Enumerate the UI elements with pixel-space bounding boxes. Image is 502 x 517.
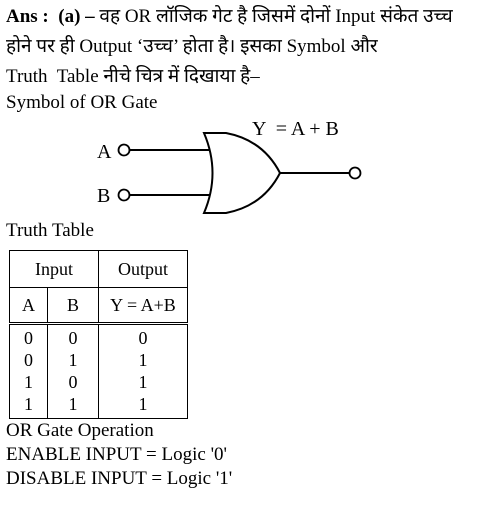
- cell-a: 0: [10, 349, 48, 371]
- truth-table: [9, 250, 188, 419]
- operation-title: OR Gate Operation: [6, 420, 154, 441]
- cell-y: 1: [99, 393, 188, 419]
- output-expression: Y = A + B: [252, 118, 339, 140]
- cell-b: 1: [48, 393, 99, 419]
- or-gate-body: [204, 133, 280, 213]
- column-header-b: B: [48, 288, 99, 324]
- cell-a: 1: [10, 393, 48, 419]
- output-word: Output: [79, 36, 133, 57]
- input-word: Input: [335, 6, 376, 27]
- cell-b: 1: [48, 349, 99, 371]
- input-b-terminal: [119, 190, 130, 201]
- cell-b: 0: [48, 371, 99, 393]
- output-group-header: Output: [99, 251, 188, 288]
- input-b-label: B: [97, 185, 111, 207]
- intro-text-5: नीचे चित्र में दिखाया है–: [103, 66, 260, 87]
- enable-input-line: ENABLE INPUT = Logic '0': [6, 444, 227, 465]
- table-row: [10, 393, 188, 419]
- table-row: [10, 324, 188, 350]
- symbol-word: Symbol: [286, 36, 346, 57]
- symbol-heading: Symbol of OR Gate: [6, 92, 158, 113]
- intro-text-1: वह: [99, 6, 121, 27]
- or-gate-diagram: [0, 110, 400, 220]
- intro-paragraph: [6, 2, 476, 92]
- intro-text-3: संकेत उच्च होने पर ही: [6, 6, 453, 57]
- cell-a: 0: [10, 324, 48, 350]
- cell-b: 0: [48, 324, 99, 350]
- truth-table-heading: Truth Table: [6, 220, 94, 241]
- output-terminal: [350, 168, 361, 179]
- intro-text-2: लॉजिक गेट है जिसमें दोनों: [155, 6, 331, 27]
- cell-y: 1: [99, 349, 188, 371]
- answer-label: Ans :: [6, 6, 49, 27]
- dash: –: [85, 6, 95, 27]
- aur-word: और: [350, 36, 378, 57]
- truth-table-word: Truth Table: [6, 66, 99, 87]
- part-label: (a): [58, 6, 81, 27]
- cell-y: 0: [99, 324, 188, 350]
- input-a-terminal: [119, 145, 130, 156]
- intro-text-4: होता है। इसका: [182, 36, 282, 57]
- cell-y: 1: [99, 371, 188, 393]
- disable-input-line: DISABLE INPUT = Logic '1': [6, 468, 233, 489]
- table-row: [10, 371, 188, 393]
- column-header-y: Y = A+B: [99, 288, 188, 324]
- table-row: [10, 349, 188, 371]
- input-group-header: Input: [10, 251, 99, 288]
- input-a-label: A: [97, 141, 112, 163]
- cell-a: 1: [10, 371, 48, 393]
- column-header-a: A: [10, 288, 48, 324]
- quoted-word: ‘उच्च’: [136, 36, 179, 57]
- or-word: OR: [124, 6, 152, 27]
